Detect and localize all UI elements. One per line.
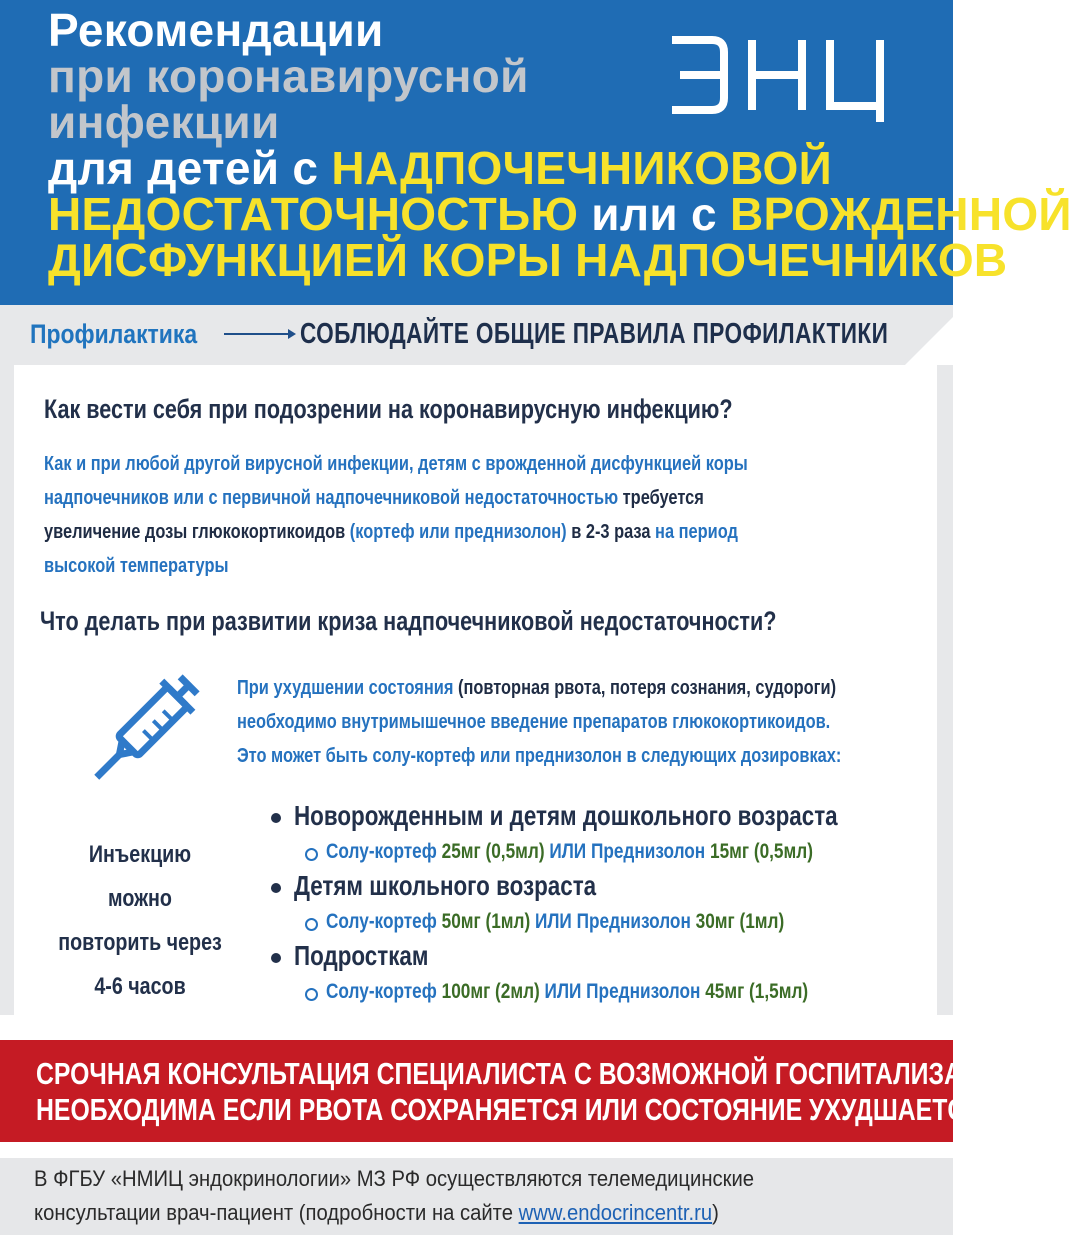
right-side-bar bbox=[937, 365, 953, 1015]
dosage-group-2: Детям школьного возраста bbox=[294, 870, 597, 901]
arrow-right-icon bbox=[222, 324, 296, 344]
dosage-2-or: ИЛИ bbox=[530, 910, 577, 933]
sub-bullet-1-icon bbox=[305, 848, 318, 861]
urgent-alert-banner bbox=[0, 1040, 1033, 1142]
dosage-3-drug1: Солу-кортеф bbox=[326, 980, 442, 1003]
suspicion-line-3-b: (кортеф или преднизолон) bbox=[345, 521, 572, 543]
title-line-4 bbox=[48, 144, 832, 192]
dosage-2-drug2: Преднизолон bbox=[576, 910, 696, 933]
crisis-line-1 bbox=[237, 671, 836, 705]
footer-line-2-b: ) bbox=[712, 1200, 719, 1225]
title-line-4-a: для детей с bbox=[48, 142, 332, 194]
title-line-2: при коронавирусной bbox=[48, 50, 529, 102]
suspicion-line-2-a: надпочечников или с первичной надпочечниковой недостаточностью bbox=[44, 487, 619, 509]
website-link[interactable]: www.endocrincentr.ru bbox=[518, 1200, 713, 1225]
title-line-4-b: НАДПОЧЕЧНИКОВОЙ bbox=[331, 142, 832, 194]
dosage-line-3 bbox=[326, 980, 808, 1004]
dosage-1-dose1: 25мг bbox=[441, 840, 481, 863]
dosage-3-drug2: Преднизолон bbox=[586, 980, 706, 1003]
title-line-6: ДИСФУНКЦИЕЙ КОРЫ НАДПОЧЕЧНИКОВ bbox=[48, 234, 1008, 286]
dosage-line-2 bbox=[326, 910, 784, 934]
title-line-5-c: ВРОЖДЕННОЙ bbox=[730, 188, 1072, 240]
dosage-3-vol2: (1,5мл) bbox=[744, 980, 809, 1003]
dosage-1-or: ИЛИ bbox=[544, 840, 591, 863]
dosage-1-vol1: (0,5мл) bbox=[480, 840, 545, 863]
header-banner bbox=[0, 0, 1072, 305]
dosage-group-3: Подросткам bbox=[294, 940, 429, 971]
title-line-3: инфекции bbox=[48, 96, 280, 148]
dosage-3-or: ИЛИ bbox=[539, 980, 587, 1003]
footer-line-2-a: консультации врач-пациент (подробности на сайте bbox=[34, 1200, 519, 1225]
title-line-5-a: НЕДОСТАТОЧНОСТЬЮ bbox=[48, 188, 579, 240]
dosage-1-drug1: Солу-кортеф bbox=[326, 840, 442, 863]
dosage-1-dose2: 15мг bbox=[709, 840, 750, 863]
dosage-1-drug2: Преднизолон bbox=[590, 840, 710, 863]
title-line-5 bbox=[48, 190, 1072, 238]
dosage-1-vol2: (0,5мл) bbox=[749, 840, 813, 863]
dosage-3-dose1: 100мг bbox=[441, 980, 491, 1003]
crisis-line-1-b: (повторная рвота, потеря сознания, судороги) bbox=[457, 677, 837, 699]
injection-note-line-1: Инъекцию можно bbox=[88, 841, 192, 912]
title-line-1: Рекомендации bbox=[48, 4, 384, 56]
dosage-line-1 bbox=[326, 840, 813, 864]
footer bbox=[0, 1158, 953, 1235]
alert-line-2: НЕОБХОДИМА ЕСЛИ РВОТА СОХРАНЯЕТСЯ ИЛИ СОСТОЯНИЕ УХУДШАЕТСЯ bbox=[36, 1092, 984, 1127]
crisis-line-1-a: При ухудшении состояния bbox=[237, 677, 458, 699]
dosage-3-vol1: (2мл) bbox=[490, 980, 540, 1003]
dosage-2-dose1: 50мг bbox=[441, 910, 481, 933]
injection-note bbox=[40, 833, 240, 1009]
alert-line-1: СРОЧНАЯ КОНСУЛЬТАЦИЯ СПЕЦИАЛИСТА С ВОЗМОЖНОЙ ГОСПИТАЛИЗАЦИЕЙ bbox=[36, 1056, 1033, 1091]
dosage-2-dose2: 30мг bbox=[695, 910, 735, 933]
suspicion-line-3 bbox=[44, 515, 738, 549]
suspicion-line-3-c: в 2-3 раза bbox=[571, 521, 651, 543]
prevention-rule: СОБЛЮДАЙТЕ ОБЩИЕ ПРАВИЛА ПРОФИЛАКТИКИ bbox=[300, 318, 889, 350]
dosage-group-1: Новорожденным и детям дошкольного возраста bbox=[294, 800, 838, 831]
title-line-5-b: или с bbox=[578, 188, 730, 240]
suspicion-line-3-a: увеличение дозы глюкокортикоидов bbox=[44, 521, 346, 543]
dosage-2-vol2: (1мл) bbox=[734, 910, 785, 933]
sub-bullet-2-icon bbox=[305, 918, 318, 931]
suspicion-line-3-d: на период bbox=[650, 521, 738, 543]
bullet-3-icon bbox=[271, 953, 281, 963]
bullet-1-icon bbox=[271, 813, 281, 823]
dosage-3-dose2: 45мг bbox=[705, 980, 745, 1003]
suspicion-line-2-b: требуется bbox=[618, 487, 704, 509]
left-side-bar bbox=[0, 365, 14, 1015]
enc-logo bbox=[662, 30, 892, 130]
suspicion-line-1: Как и при любой другой вирусной инфекции, детям с врожденной дисфункцией коры bbox=[44, 453, 748, 475]
syringe-icon bbox=[84, 668, 200, 796]
suspicion-line-2 bbox=[44, 481, 704, 515]
footer-line-2 bbox=[34, 1200, 719, 1226]
sub-bullet-3-icon bbox=[305, 988, 318, 1001]
bullet-2-icon bbox=[271, 883, 281, 893]
crisis-question: Что делать при развитии криза надпочечниковой недостаточности? bbox=[40, 606, 777, 636]
crisis-line-2: необходимо внутримышечное введение препаратов глюкокортикоидов. bbox=[237, 711, 831, 733]
injection-note-line-3: 4-6 часов bbox=[94, 973, 186, 1000]
prevention-label: Профилактика bbox=[30, 319, 198, 349]
dosage-2-drug1: Солу-кортеф bbox=[326, 910, 442, 933]
footer-line-1: В ФГБУ «НМИЦ эндокринологии» МЗ РФ осуществляются телемедицинские bbox=[34, 1166, 755, 1191]
dosage-2-vol1: (1мл) bbox=[480, 910, 531, 933]
suspicion-line-4: высокой температуры bbox=[44, 555, 229, 577]
injection-note-line-2: повторить через bbox=[58, 929, 222, 956]
suspicion-question: Как вести себя при подозрении на коронавирусную инфекцию? bbox=[44, 394, 733, 424]
crisis-line-3: Это может быть солу-кортеф или преднизолон в следующих дозировках: bbox=[237, 745, 842, 767]
